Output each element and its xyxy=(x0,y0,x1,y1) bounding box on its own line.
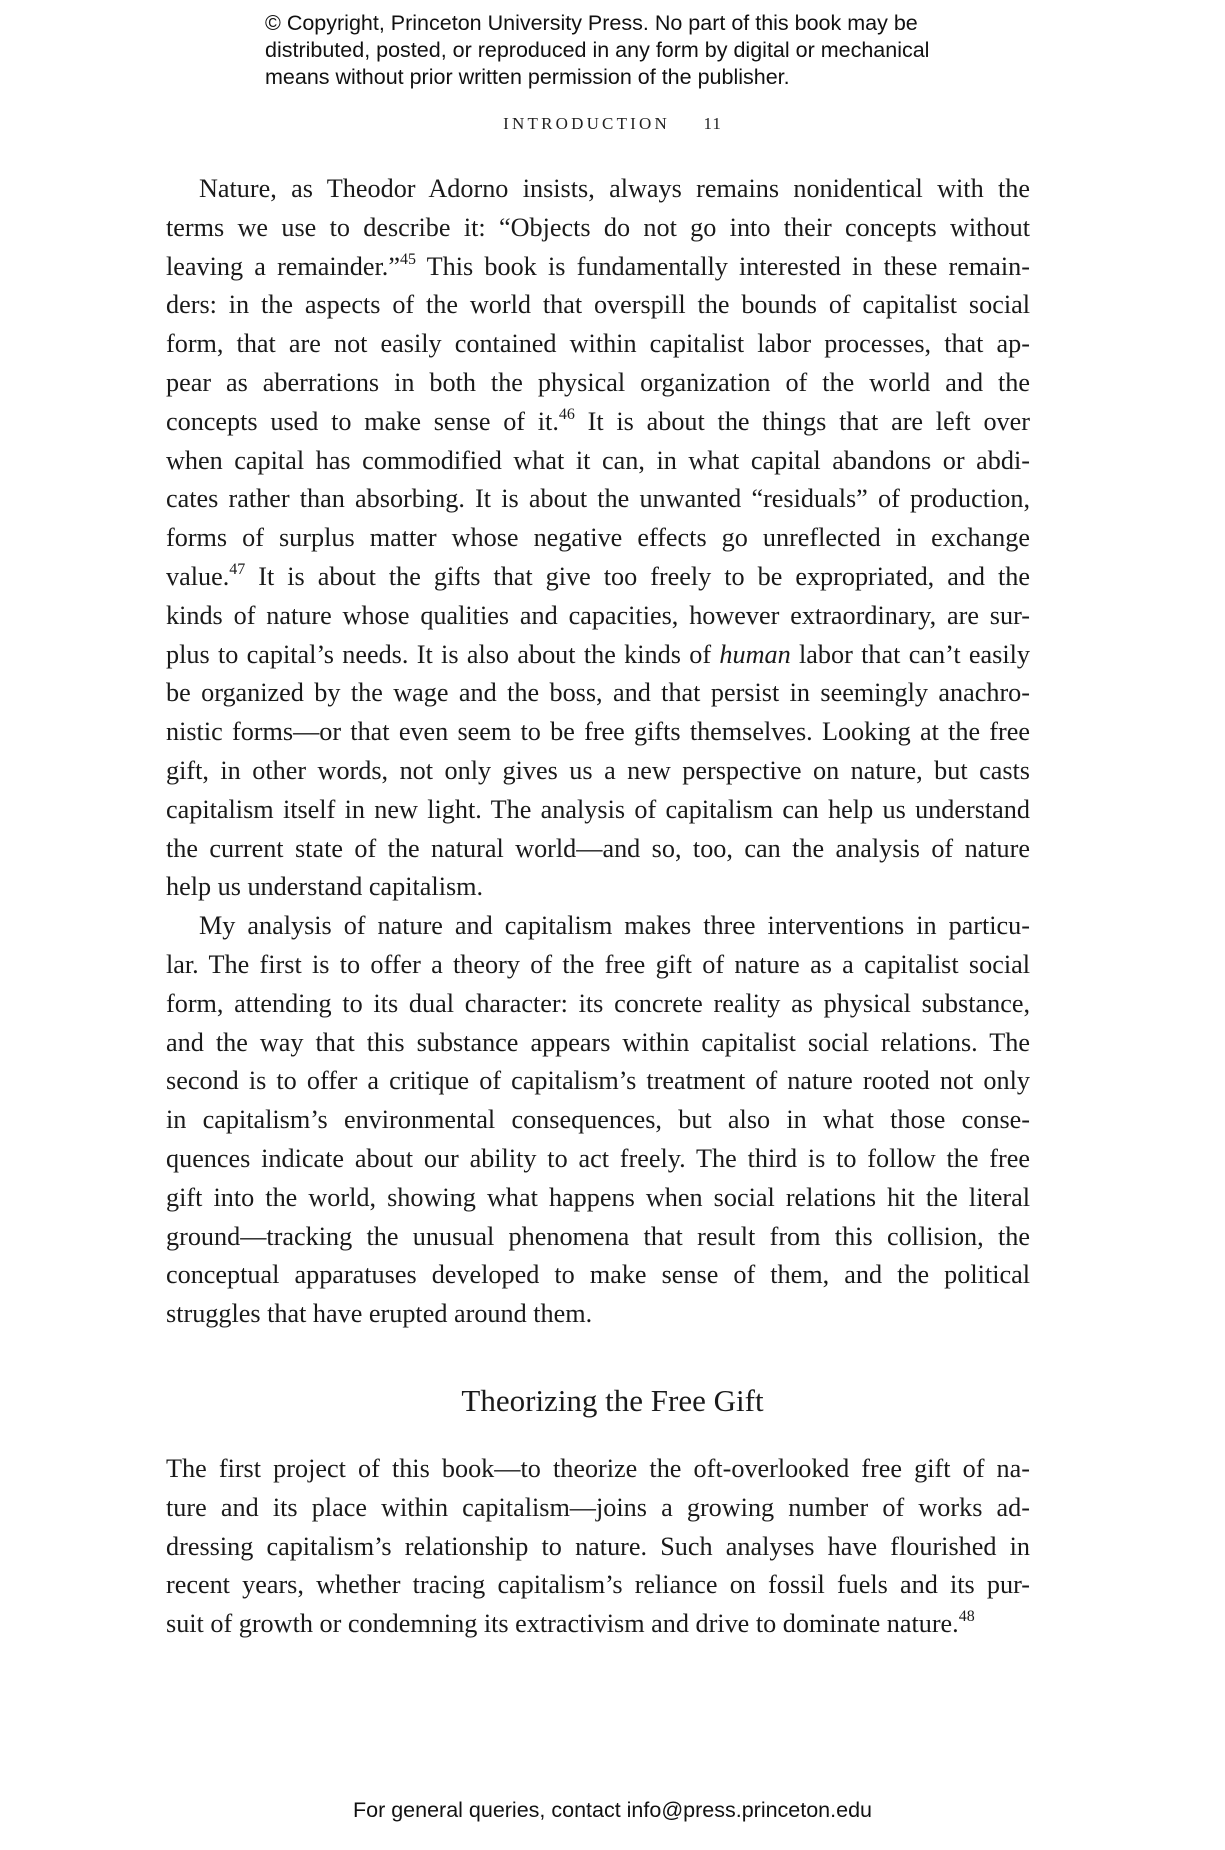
footnote-ref: 46 xyxy=(558,405,575,423)
text-line: ground—tracking the unusual phenomena that result from this collision, the xyxy=(166,1221,1030,1251)
text-line: lar. The first is to offer a theory of the free gift of nature as a capitalist social xyxy=(166,949,1030,979)
text-line: forms of surplus matter whose negative effects go unreflected in exchange xyxy=(166,523,1030,553)
text-line: quences indicate about our ability to act freely. The third is to follow the free xyxy=(166,1143,1030,1173)
text-line: nistic forms—or that even seem to be free gifts themselves. Looking at the free xyxy=(166,717,1030,747)
footnote-ref: 48 xyxy=(958,1608,975,1626)
text-line xyxy=(166,1605,1030,1644)
text-line: conceptual apparatuses developed to make sense of them, and the political xyxy=(166,1260,1030,1290)
footnote-ref: 45 xyxy=(399,250,416,268)
text-line: pear as aberrations in both the physical organization of the world and the xyxy=(166,367,1030,397)
text-line: ture and its place within capitalism—joins a growing number of works ad- xyxy=(166,1492,1030,1522)
text-line: form, that are not easily contained within capitalist labor processes, that ap- xyxy=(166,329,1030,359)
text-line: recent years, whether tracing capitalism’s reliance on fossil fuels and its pur- xyxy=(166,1570,1030,1600)
text-line: gift, in other words, not only gives us a new perspective on nature, but casts xyxy=(166,755,1030,785)
footnote-ref: 47 xyxy=(229,560,246,578)
text-line: terms we use to describe it: “Objects do not go into their concepts without xyxy=(166,212,1030,242)
paragraph xyxy=(166,907,1030,1334)
text-line: kinds of nature whose qualities and capacities, however extraordinary, are sur- xyxy=(166,600,1030,630)
text-line: help us understand capitalism. xyxy=(166,872,484,902)
copyright-line: distributed, posted, or reproduced in any form by digital or mechanical xyxy=(265,38,930,62)
text-line: gift into the world, showing what happens when social relations hit the literal xyxy=(166,1182,1030,1212)
text-line: Nature, as Theodor Adorno insists, always remains nonidentical with the xyxy=(199,174,1030,203)
text-line xyxy=(166,636,1030,675)
text-line xyxy=(166,403,1030,442)
body-text xyxy=(166,170,1030,1334)
copyright-line: © Copyright, Princeton University Press. No part of this book may be xyxy=(265,11,918,35)
emphasis: human xyxy=(719,639,791,669)
copyright-notice xyxy=(265,10,985,91)
text-span: labor that can’t easily xyxy=(790,639,1030,669)
text-line xyxy=(166,248,1030,287)
text-line: and the way that this substance appears within capitalist social relations. The xyxy=(166,1027,1030,1057)
text-line: The first project of this book—to theorize the oft-overlooked free gift of na- xyxy=(166,1454,1030,1483)
paragraph xyxy=(166,170,1030,907)
running-head xyxy=(0,114,1225,134)
text-span: This book is fundamentally interested in these remain- xyxy=(415,251,1030,281)
text-line: be organized by the wage and the boss, and that persist in seemingly anachro- xyxy=(166,678,1030,708)
text-span: concepts used to make sense of it. xyxy=(166,406,559,436)
section-body-text xyxy=(166,1450,1030,1644)
text-line: ders: in the aspects of the world that overspill the bounds of capitalist social xyxy=(166,290,1030,320)
running-head-title: INTRODUCTION xyxy=(503,114,670,133)
footer-contact: For general queries, contact info@press.princeton.edu xyxy=(352,1798,872,1822)
text-line: My analysis of nature and capitalism makes three interventions in particu- xyxy=(199,911,1030,941)
text-span: value. xyxy=(166,561,230,591)
paragraph xyxy=(166,1450,1030,1644)
text-line: in capitalism’s environmental consequences, but also in what those conse- xyxy=(166,1105,1030,1135)
text-line: when capital has commodified what it can, in what capital abandons or abdi- xyxy=(166,445,1030,475)
text-line: form, attending to its dual character: its concrete reality as physical substance, xyxy=(166,988,1030,1018)
page-number: 11 xyxy=(703,114,722,133)
text-line: the current state of the natural world—and so, too, can the analysis of nature xyxy=(166,833,1030,863)
text-span: plus to capital’s needs. It is also about the kinds of xyxy=(166,639,720,669)
text-line xyxy=(166,558,1030,597)
copyright-line: means without prior written permission of the publisher. xyxy=(265,65,790,89)
section-heading: Theorizing the Free Gift xyxy=(461,1383,764,1418)
text-line: struggles that have erupted around them. xyxy=(166,1299,593,1329)
text-span: leaving a remainder.” xyxy=(166,251,400,281)
text-line: dressing capitalism’s relationship to nature. Such analyses have flourished in xyxy=(166,1531,1030,1561)
text-span: suit of growth or condemning its extractivism and drive to dominate nature. xyxy=(166,1609,959,1639)
text-line: second is to offer a critique of capitalism’s treatment of nature rooted not only xyxy=(166,1066,1030,1096)
text-line: cates rather than absorbing. It is about the unwanted “residuals” of production, xyxy=(166,484,1030,514)
text-span: It is about the gifts that give too freely to be expropriated, and the xyxy=(245,561,1030,591)
text-line: capitalism itself in new light. The analysis of capitalism can help us understand xyxy=(166,794,1030,824)
text-span: It is about the things that are left over xyxy=(574,406,1030,436)
